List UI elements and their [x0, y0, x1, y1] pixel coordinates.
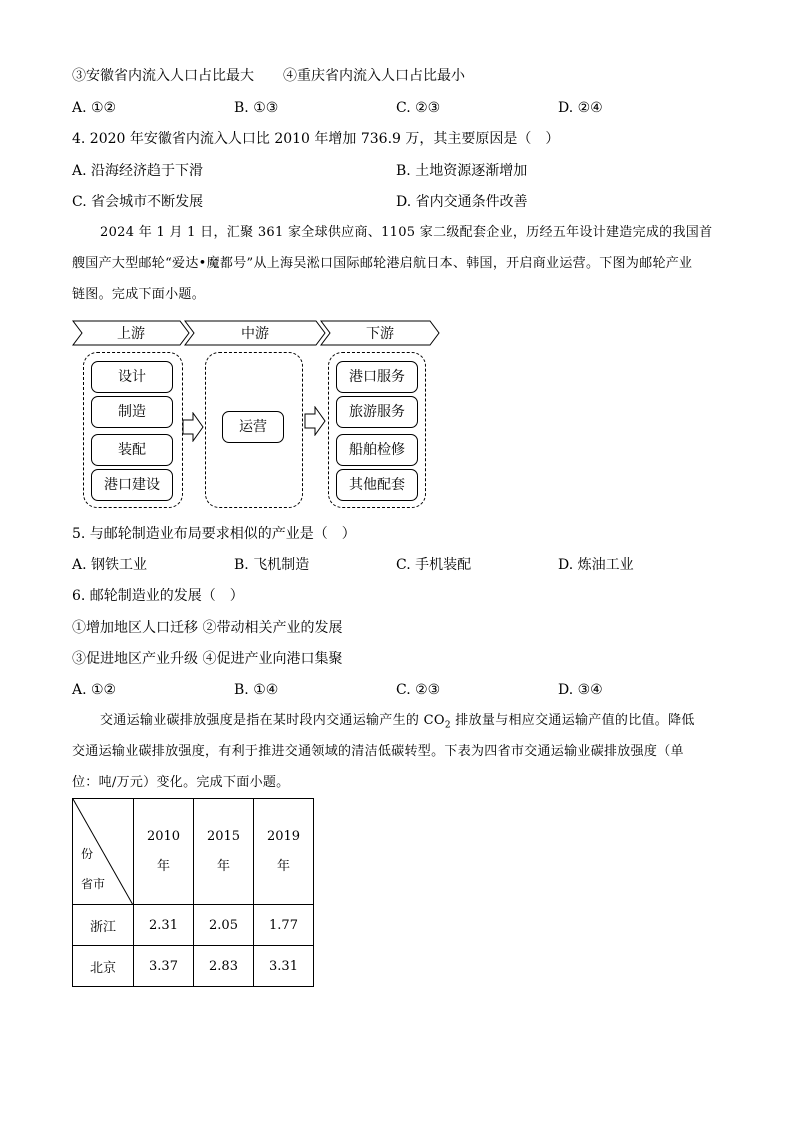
- year-header-2010: [134, 799, 194, 905]
- q3-option-3: ③安徽省内流入人口占比最大: [72, 68, 254, 84]
- passage2-line-1-a: 交通运输业碳排放强度是指在某时段内交通运输产生的 CO: [100, 713, 445, 728]
- year-unit: 年: [156, 858, 170, 874]
- table-corner-cell: [73, 799, 134, 905]
- row-value: 2.31: [134, 905, 194, 946]
- flow-arrow-icon: [182, 412, 204, 442]
- q4-choice-d[interactable]: D. 省内交通条件改善: [396, 194, 528, 210]
- row-province: 浙江: [73, 905, 134, 946]
- flow-arrow-icon: [304, 406, 326, 436]
- table-row: [73, 946, 314, 987]
- year-unit: 年: [276, 858, 290, 874]
- q4-choice-a[interactable]: A. 沿海经济趋于下滑: [72, 163, 204, 179]
- co2-subscript: 2: [444, 720, 451, 731]
- stage-downstream-header: [320, 320, 440, 346]
- q3-choice-a[interactable]: A. ①②: [72, 100, 117, 116]
- q6-choice-c[interactable]: C. ②③: [396, 682, 441, 698]
- stage-upstream-label: 上游: [117, 326, 145, 342]
- q5-choice-d[interactable]: D. 炼油工业: [558, 557, 634, 573]
- stage-upstream-header: [72, 320, 190, 346]
- q4-choice-b[interactable]: B. 土地资源逐渐增加: [396, 163, 528, 179]
- passage1-line-1: 2024 年 1 月 1 日，汇聚 361 家全球供应商、1105 家二级配套企业，历经五年设计建造完成的我国首: [100, 225, 713, 240]
- row-value: 2.05: [194, 905, 254, 946]
- q4-choice-c[interactable]: C. 省会城市不断发展: [72, 194, 204, 210]
- table-header-row: [73, 799, 314, 905]
- year-value: 2015: [206, 828, 241, 844]
- table-row: [73, 905, 314, 946]
- q3-choice-c[interactable]: C. ②③: [396, 100, 441, 116]
- q6-choice-b[interactable]: B. ①④: [234, 682, 279, 698]
- corner-label-top: 份: [81, 847, 94, 861]
- passage2-line-1-b: 排放量与相应交通运输产值的比值。降低: [450, 713, 695, 728]
- row-province: 北京: [73, 946, 134, 987]
- stage-midstream-label: 中游: [241, 326, 269, 342]
- passage1-line-2: 艘国产大型邮轮“爱达•魔都号”从上海吴淞口国际邮轮港启航日本、韩国，开启商业运营。下图为邮轮产业: [72, 256, 693, 271]
- q5-choice-a[interactable]: A. 钢铁工业: [72, 557, 148, 573]
- upstream-manufacturing: 制造: [91, 396, 173, 428]
- row-value: 2.83: [194, 946, 254, 987]
- downstream-other-support: 其他配套: [336, 469, 418, 501]
- year-value: 2010: [146, 828, 181, 844]
- passage2-line-3: 位：吨/万元）变化。完成下面小题。: [72, 775, 290, 790]
- passage2-line-2: 交通运输业碳排放强度，有利于推进交通领域的清洁低碳转型。下表为四省市交通运输业碳排放强度（单: [72, 744, 684, 759]
- passage2-line-1: [100, 711, 695, 736]
- year-value: 2019: [266, 828, 301, 844]
- passage1-line-3: 链图。完成下面小题。: [72, 287, 206, 302]
- upstream-port-construction: 港口建设: [91, 469, 173, 501]
- corner-label-bottom: 省市: [81, 877, 106, 891]
- q5-choice-c[interactable]: C. 手机装配: [396, 557, 472, 573]
- q5-choice-b[interactable]: B. 飞机制造: [234, 557, 310, 573]
- upstream-design: 设计: [91, 361, 173, 393]
- emission-intensity-table: [72, 798, 314, 987]
- q6-items-line-2: ③促进地区产业升级 ④促进产业向港口集聚: [72, 651, 343, 667]
- q3-option-4: ④重庆省内流入人口占比最小: [283, 68, 465, 84]
- q3-choice-d[interactable]: D. ②④: [558, 100, 603, 116]
- year-unit: 年: [216, 858, 230, 874]
- downstream-port-service: 港口服务: [336, 361, 418, 393]
- q5-stem: 5. 与邮轮制造业布局要求相似的产业是（ ）: [72, 526, 356, 542]
- row-value: 3.37: [134, 946, 194, 987]
- upstream-assembly: 装配: [91, 434, 173, 466]
- stage-midstream-header: [184, 320, 326, 346]
- downstream-tourism-service: 旅游服务: [336, 396, 418, 428]
- year-header-2019: [254, 799, 314, 905]
- stage-downstream-label: 下游: [366, 326, 394, 342]
- q4-stem: 4. 2020 年安徽省内流入人口比 2010 年增加 736.9 万，其主要原因是（ ）: [72, 131, 560, 147]
- q6-stem: 6. 邮轮制造业的发展（ ）: [72, 588, 244, 604]
- q6-choice-a[interactable]: A. ①②: [72, 682, 117, 698]
- downstream-ship-repair: 船舶检修: [336, 434, 418, 466]
- row-value: 1.77: [254, 905, 314, 946]
- year-header-2015: [194, 799, 254, 905]
- q6-choice-d[interactable]: D. ③④: [558, 682, 603, 698]
- row-value: 3.31: [254, 946, 314, 987]
- midstream-operation: 运营: [222, 411, 284, 443]
- q3-choice-b[interactable]: B. ①③: [234, 100, 279, 116]
- q6-items-line-1: ①增加地区人口迁移 ②带动相关产业的发展: [72, 620, 343, 636]
